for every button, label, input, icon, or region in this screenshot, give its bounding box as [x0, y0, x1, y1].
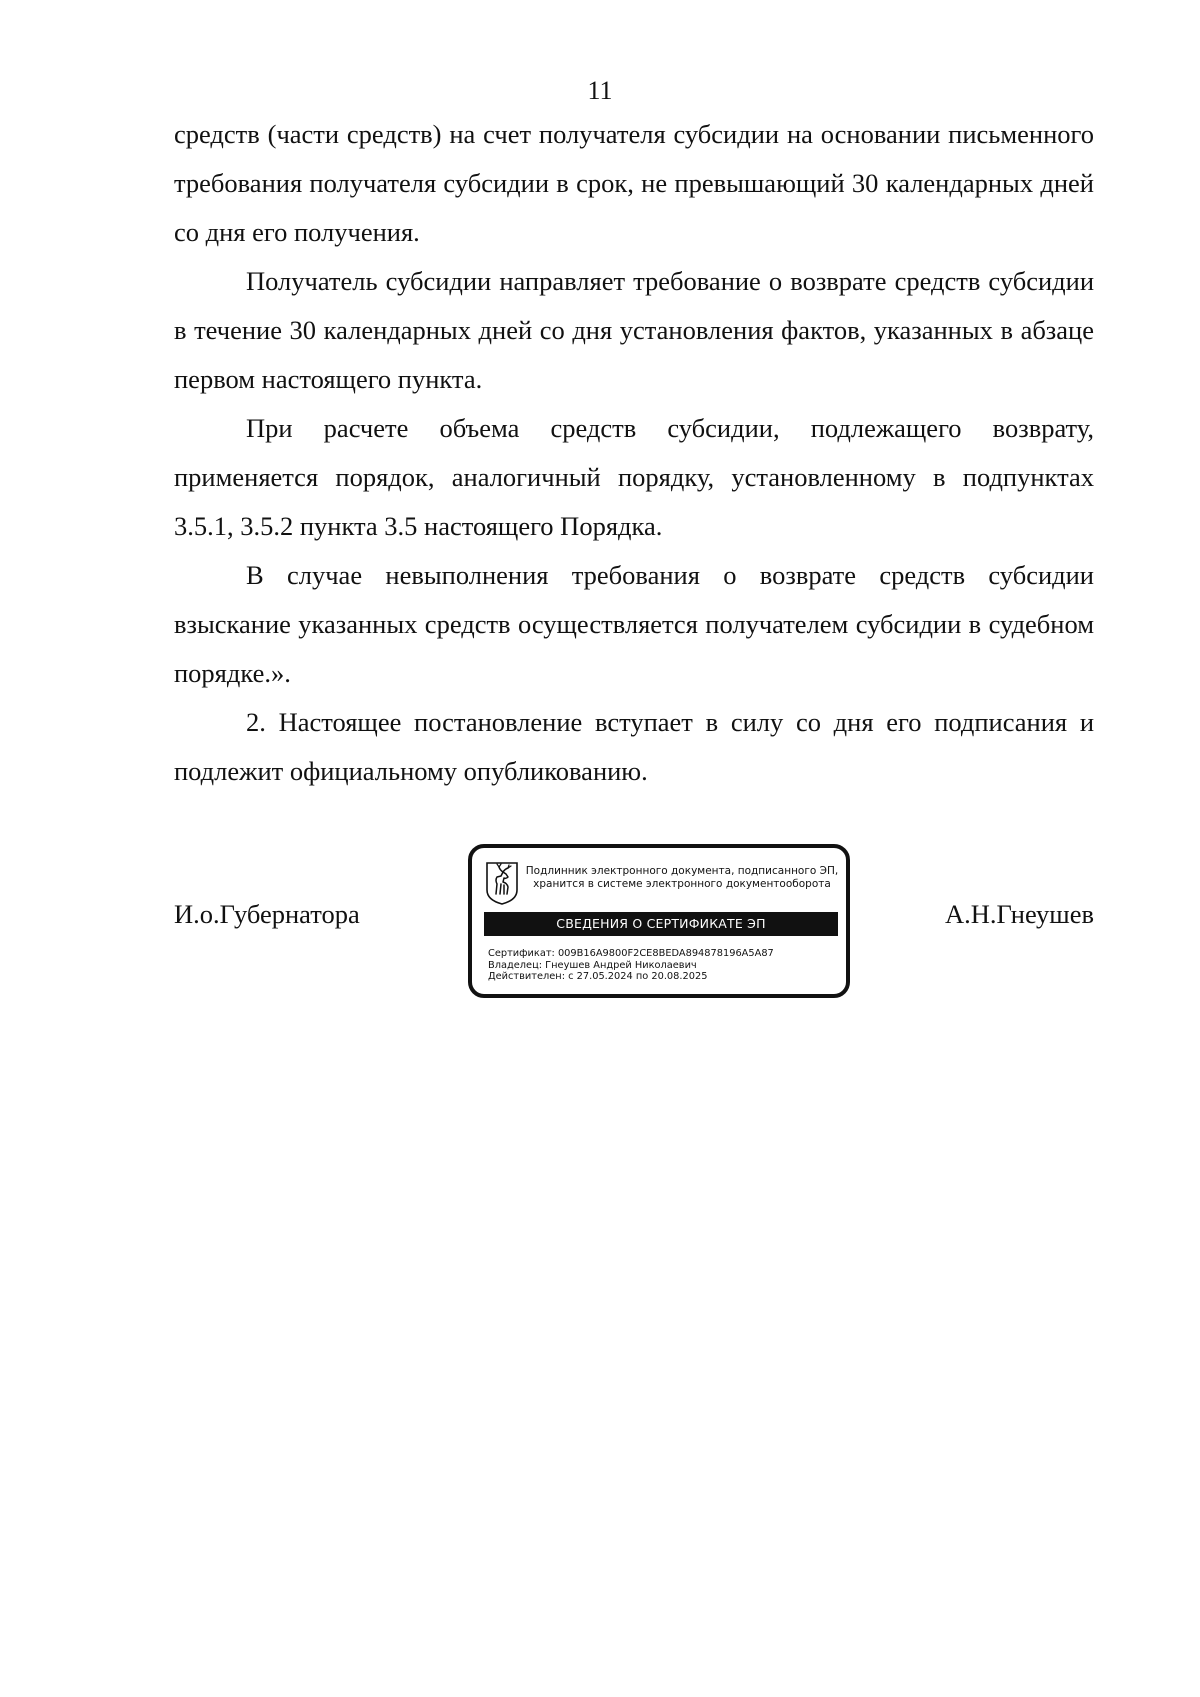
paragraph-effective-date: 2. Настоящее постановление вступает в силу со дня его подписания и подлежит официальному опубликованию.	[174, 707, 1094, 786]
document-body	[174, 110, 1094, 796]
paragraph-refund-request: Получатель субсидии направляет требование о возврате средств субсидии в течение 30 календарных дней со дня установления фактов, указанных в абзаце первом настоящего пункта.	[174, 266, 1094, 394]
paragraph-court-recovery: В случае невыполнения требования о возврате средств субсидии взыскание указанных средств осуществляется получателем субсидии в судебном порядке.».	[174, 560, 1094, 688]
certificate-owner: Владелец: Гнеушев Андрей Николаевич	[488, 959, 697, 971]
paragraph-refund-calculation: При расчете объема средств субсидии, подлежащего возврату, применяется порядок, аналогичный порядку, установленному в подпунктах 3.5.1, 3.5.2 пункта 3.5 настоящего Порядка.	[174, 413, 1094, 541]
deer-coat-of-arms-icon	[484, 860, 520, 906]
signatory-position: И.о.Губернатора	[174, 899, 360, 929]
stamp-title-bar: СВЕДЕНИЯ О СЕРТИФИКАТЕ ЭП	[484, 912, 838, 936]
electronic-signature-stamp	[468, 844, 850, 998]
stamp-details	[488, 948, 838, 983]
stamp-header	[522, 865, 842, 891]
signatory-name: А.Н.Гнеушев	[944, 899, 1094, 929]
page-number: 11	[587, 76, 613, 105]
certificate-validity: Действителен: с 27.05.2024 по 20.08.2025	[488, 971, 708, 982]
paragraph-continuation: средств (части средств) на счет получателя субсидии на основании письменного требования получателя субсидии в срок, не превышающий 30 календарных дней со дня его получения.	[174, 119, 1094, 247]
stamp-header-line-1: Подлинник электронного документа, подписанного ЭП,	[525, 865, 839, 877]
certificate-number: Сертификат: 009B16A9800F2CE8BEDA894878196A5A87	[488, 948, 774, 959]
stamp-header-line-2: хранится в системе электронного документооборота	[533, 878, 831, 890]
